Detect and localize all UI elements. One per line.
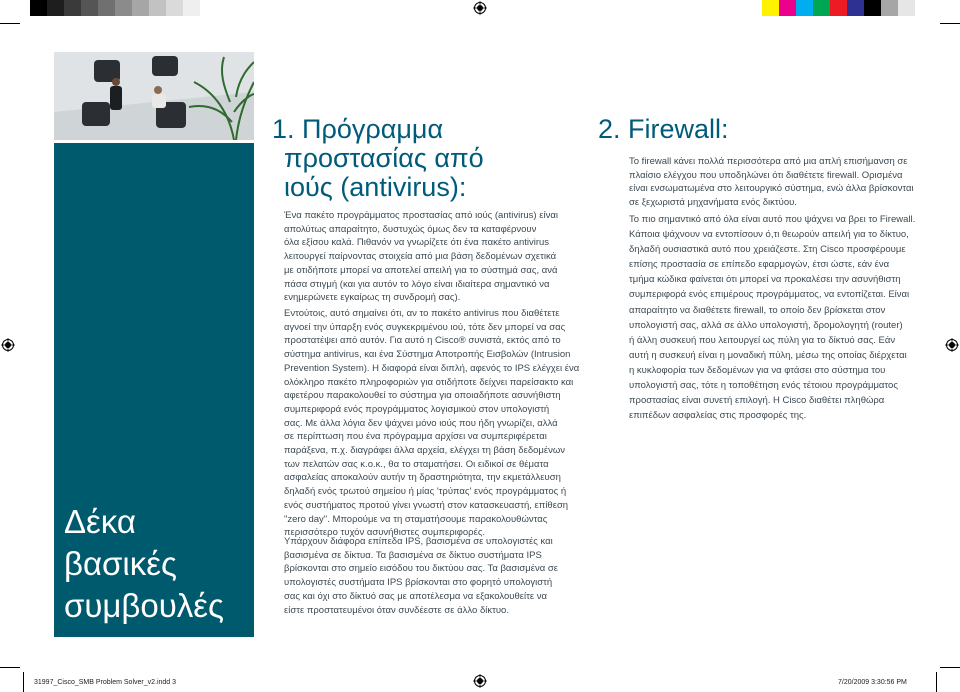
gray-swatch (98, 0, 115, 16)
section1-paragraph-2 (284, 307, 579, 540)
color-swatch (881, 0, 898, 16)
text-line: δηλαδή ενός τρωτού σημείου ή μίας 'τρύπας' ενός προγράμματος ή (284, 486, 567, 498)
text-line: υπολογιστή σας, αλλά σε άλλο υπολογιστή, δρομολογητή (router) (629, 319, 903, 331)
heading-line: ιούς (antivirus): (284, 172, 467, 202)
text-line: η κυκλοφορία των δεδομένων για να φτάσει στο σύστημα του (629, 364, 886, 376)
gray-swatch (115, 0, 132, 16)
text-line: περισσότερο τυχόν ασυνήθιστες συμπεριφορές. (284, 527, 486, 539)
text-line: με οτιδήποτε μπορεί να αποτελεί απειλή για το σύστημά σας, ανά (284, 264, 558, 276)
gray-calibration-bar (30, 0, 200, 16)
section1-paragraph-1 (284, 209, 558, 305)
text-line: συμπεριφορά ενός επιμέρους προγράμματος, να εντοπίζεται. Είναι (629, 289, 910, 301)
text-line: συμπεριφορά ενός προγράμματος λογισμικού στον υπολογιστή (284, 403, 550, 415)
text-line: λειτουργεί παίρνοντας στοιχεία από μια βάση δεδομένων σχετικά (284, 251, 557, 263)
crop-mark (23, 672, 24, 692)
text-line: σε περίπτωση που ένα πρόγραμμα αρχίσει να συμπεριφέρεται (284, 431, 547, 443)
section1-paragraph-3 (284, 535, 558, 617)
color-calibration-bar (762, 0, 915, 16)
section1-heading (272, 115, 484, 202)
text-line: όλα εξίσου καλά. Πιθανόν να γνωρίζετε ότι ένα πακέτο antivirus (284, 237, 550, 249)
crop-mark (0, 23, 20, 24)
gray-swatch (132, 0, 149, 16)
text-line: σας. Με άλλα λόγια δεν ψάχνει μόνο ιούς που ήδη γνωρίζει, αλλά (284, 417, 558, 429)
gray-swatch (183, 0, 200, 16)
heading-line: 1. Πρόγραμμα (272, 114, 444, 144)
text-line: σας και όχι στο δίκτυό σας με αποτέλεσμα να εξακολουθείτε να (284, 590, 547, 602)
text-line: απολύτως απαραίτητο, δυστυχώς όμως δεν τα καταφέρνουν (284, 223, 537, 235)
text-line: Εντούτοις, αυτό σημαίνει ότι, αν το πακέτο antivirus που διαθέτετε (284, 308, 560, 319)
text-line: τμήμα κώδικα φαίνεται ότι μπορεί να προκαλέσει την ασυνήθιστη (629, 274, 901, 286)
panel-title-line: Δέκα (64, 503, 136, 540)
gray-swatch (30, 0, 47, 16)
text-line: των πελατών σας κ.ο.κ., θα το σταματήσει. Οι ειδικοί σε θέματα (284, 458, 549, 470)
text-line: Υπάρχουν διάφορα επίπεδα IPS, βασισμένα σε υπολογιστές και (284, 536, 553, 547)
panel-title (64, 501, 248, 627)
registration-mark-icon (473, 1, 487, 15)
color-swatch (796, 0, 813, 16)
registration-mark-icon (945, 338, 959, 352)
text-line: Prevention System). Η διαφορά είναι διπλή, αφενός το IPS ελέγχει ένα (284, 362, 580, 374)
text-line: Ένα πακέτο προγράμματος προστασίας από ιούς (antivirus) είναι (284, 210, 558, 221)
text-line: επίσης προστασία σε επίπεδο εφαρμογών, έτσι ώστε, εάν ένα (629, 259, 890, 271)
text-line: αγνοεί την ύπαρξη ενός συγκεκριμένου ιού, τότε δεν μπορεί να σας (284, 321, 566, 333)
text-line: υπολογιστή σας, τότε η τοποθέτηση ενός τέτοιου προγράμματος (629, 380, 898, 392)
text-line: ενός συστήματος προτού γίνει γνωστή στον κατασκευαστή, επίθεση (284, 499, 569, 511)
footer-date: 7/20/2009 3:30:56 PM (838, 679, 907, 686)
color-swatch (813, 0, 830, 16)
text-line: αυτή η συσκευή είναι η μοναδική πύλη, μέσω της οποίας διέρχεται (629, 349, 907, 361)
crop-mark (940, 23, 960, 24)
text-line: προστατέψει από αυτόν. Για αυτό η Cisco® συνιστά, εκτός από το (284, 335, 561, 347)
color-swatch (847, 0, 864, 16)
footer-file-name: 31997_Cisco_SMB Problem Solver_v2.indd 3 (34, 679, 177, 686)
gray-swatch (149, 0, 166, 16)
section2-intro (629, 155, 914, 210)
text-line: υπολογιστές συστήματα IPS βρίσκονται στο φορητό υπολογιστή (284, 577, 553, 589)
section2-body (629, 212, 915, 423)
text-line: απαραίτητο να διαθέτετε firewall, το οποίο δεν βρίσκεται στον (629, 304, 886, 316)
heading-line: 2. Firewall: (598, 114, 729, 144)
text-line: βρίσκονται στο σημείο εισόδου του δικτύου σας. Τα βασισμένα σε (284, 563, 558, 575)
registration-mark-icon (473, 674, 487, 688)
text-line: σε ξεχωριστά μηχανήματα ενός δικτύου. (629, 197, 797, 209)
text-line: "zero day". Μπορούμε να τη σταματήσουμε παρακολουθώντας (284, 513, 548, 525)
text-line: Το firewall κάνει πολλά περισσότερα από μια απλή επισήμανση σε (629, 156, 908, 167)
text-line: προστασίας είναι συνετή επιλογή. Η Cisco διαθέτει πληθώρα (629, 395, 885, 407)
text-line: σύστημα antivirus, και ένα Σύστημα Αποτροπής Εισβολών (Intrusion (284, 349, 571, 361)
text-line: ολόκληρο πακέτο πληροφοριών για οτιδήποτε δείχνει παρείσακτο και (284, 376, 574, 388)
text-line: πάσα στιγμή (και για αυτόν το λόγο είναι ιδιαίτερα σημαντικό να (284, 278, 550, 290)
text-line: ασφαλείας αποκαλούν αυτήν τη δραστηριότητα, την εκμετάλλευση (284, 472, 561, 484)
text-line: δηλαδή ουσιαστικά αυτό που χρειάζεστε. Στη Cisco προσφέρουμε (629, 244, 906, 256)
section2-heading (598, 115, 729, 144)
text-line: είναι ενσωματωμένα στο λειτουργικό σύστημα, ενώ άλλα βρίσκονται (629, 183, 914, 195)
text-line: ή άλλη συσκευή που λειτουργεί ως πύλη για το δίκτυό σας. Εάν (629, 334, 896, 346)
text-line: Το πιο σημαντικό από όλα είναι αυτό που ψάχνει να βρει το Firewall. (629, 214, 916, 225)
text-line: βασισμένα σε δίκτυα. Τα βασισμένα σε δίκτυο συστήματα IPS (284, 549, 542, 561)
text-line: πλαίσιο ελέγχου που υποδηλώνει ότι διαθέτετε firewall. Ορισμένα (629, 169, 903, 181)
color-swatch (830, 0, 847, 16)
panel-title-line: βασικές (64, 545, 177, 582)
gray-swatch (47, 0, 64, 16)
heading-line: προστασίας από (284, 143, 484, 173)
crop-mark (0, 667, 20, 668)
panel-title-line: συμβουλές (64, 587, 224, 624)
office-photo (54, 52, 254, 140)
color-swatch (762, 0, 779, 16)
color-swatch (898, 0, 915, 16)
text-line: παράξενα, π.χ. διαγράφει άλλα αρχεία, ελέγχει τη βάση δεδομένων (284, 445, 566, 457)
text-line: Κάποια ψάχνουν να εντοπίσουν ό,τι θεωρούν απειλή για το δίκτυο, (629, 229, 909, 241)
title-panel (54, 143, 254, 637)
color-swatch (864, 0, 881, 16)
text-line: είστε προστατευμένοι όταν συνδέεστε σε άλλο δίκτυο. (284, 604, 509, 616)
crop-mark (940, 667, 960, 668)
gray-swatch (166, 0, 183, 16)
text-line: ενημερώνετε εγκαίρως τη συνδρομή σας). (284, 292, 461, 304)
registration-mark-icon (1, 338, 15, 352)
gray-swatch (64, 0, 81, 16)
text-line: επιπέδων ασφαλείας στις προσφορές της. (629, 410, 807, 422)
color-swatch (779, 0, 796, 16)
text-line: αφετέρου παρακολουθεί το σύστημα για οποιαδήποτε ασυνήθιστη (284, 390, 561, 402)
gray-swatch (81, 0, 98, 16)
crop-mark (936, 672, 937, 692)
